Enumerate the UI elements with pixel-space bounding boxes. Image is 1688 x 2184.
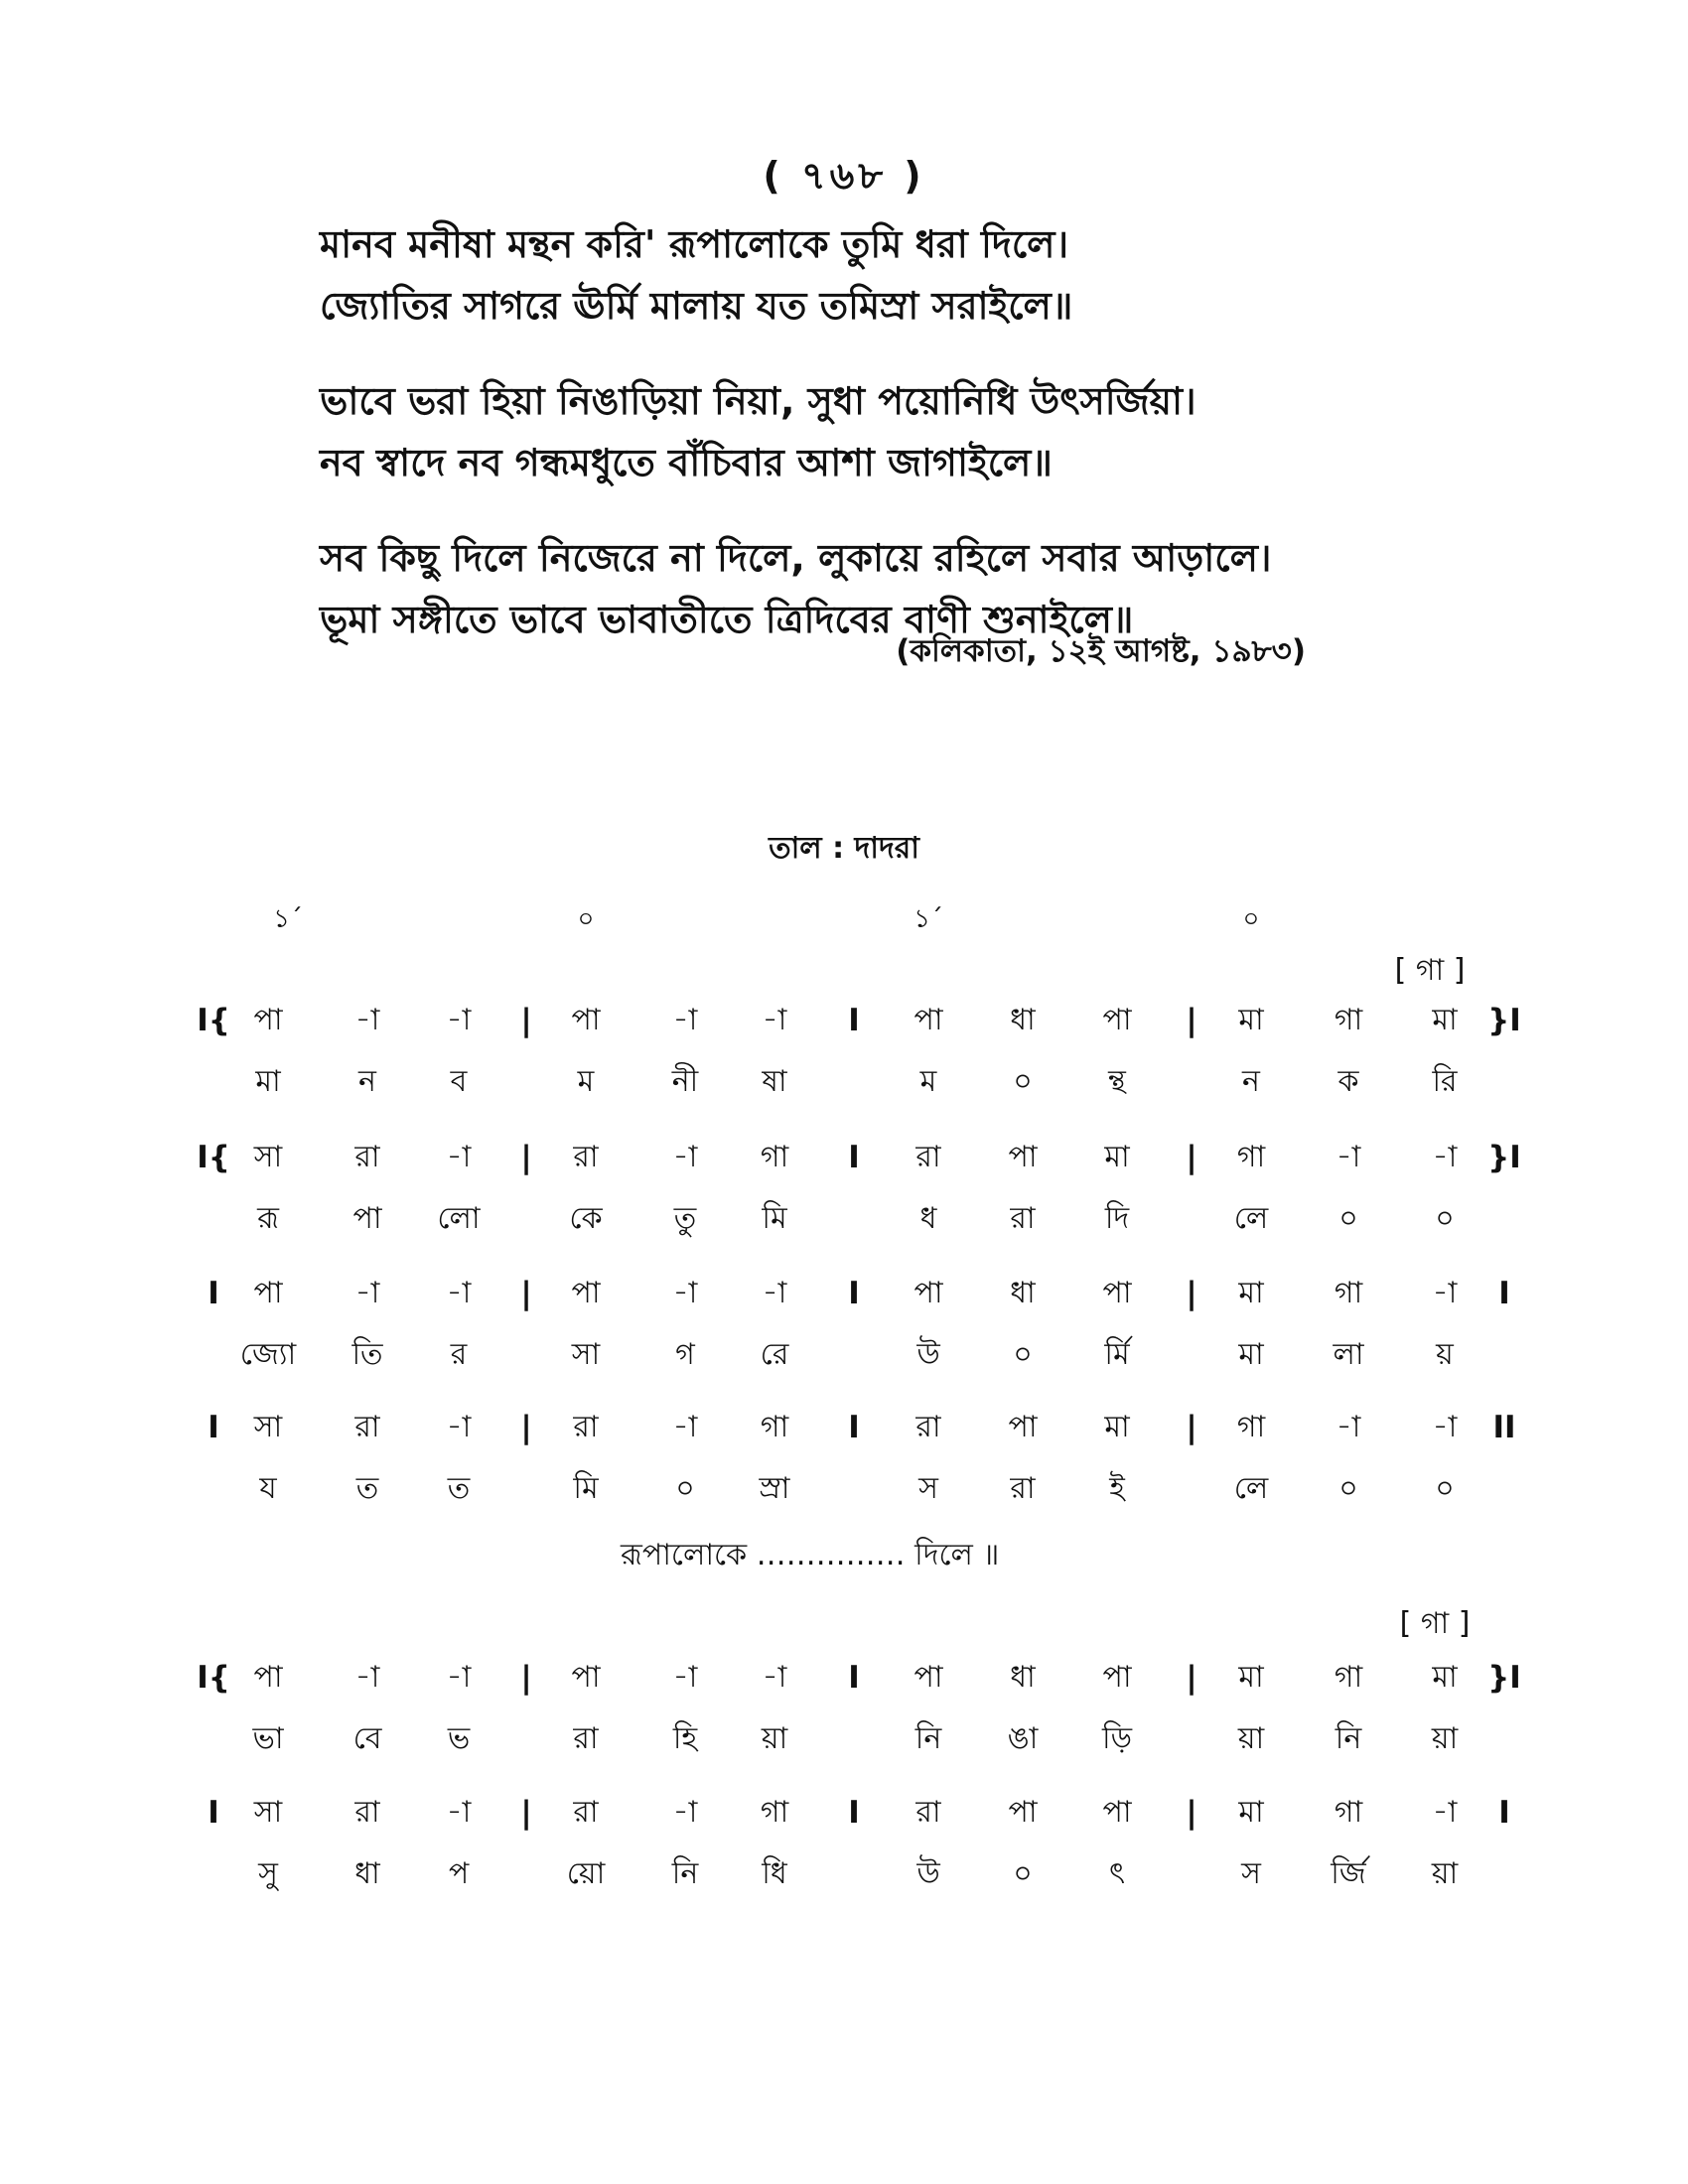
bar-line: | [520,1140,532,1175]
lyric-syllable: য [259,1471,277,1506]
note: -া [446,1276,472,1310]
lyric-syllable: নী [671,1064,699,1099]
lyric-syllable: দি [1104,1201,1130,1236]
lyric-syllable: বে [352,1721,382,1756]
lyric-syllable: সা [571,1337,601,1372]
note: রা [573,1140,599,1174]
note: পা [914,1276,943,1310]
bar-line: | [1186,1140,1197,1175]
lyric-syllable: নি [671,1856,699,1891]
beat-marker: ০ [577,904,595,934]
bar-line: | [1186,1276,1197,1311]
bar-line: | [520,1410,532,1445]
bar-close: }I [1487,1660,1521,1696]
note: পা [571,1003,601,1037]
bar-line: | [520,1795,532,1831]
lyric-syllable: য়ো [566,1856,606,1891]
note: -া [672,1410,698,1444]
note: -া [1432,1795,1458,1830]
bar-line: | [1186,1660,1197,1696]
poem-line: ভাবে ভরা হিয়া নিঙাড়িয়া নিয়া, সুধা পয়োনিধি উৎসর্জিয়া। [320,379,1196,423]
note: -া [446,1660,472,1695]
bar-line: | [520,1003,532,1038]
note: -া [446,1140,472,1174]
lyric-syllable: ন্থ [1108,1064,1126,1099]
lyric-syllable: ৎ [1108,1856,1126,1891]
lyric-syllable: রা [1010,1471,1036,1506]
bar-open: I{ [197,1140,230,1175]
lyric-syllable: ভা [252,1721,284,1756]
beat-marker: ১´ [914,904,943,934]
lyric-syllable: ০ [1338,1201,1358,1236]
note: -া [1336,1140,1361,1174]
note: রা [354,1795,380,1830]
lyric-syllable: ভ [447,1721,471,1756]
note: রা [915,1795,941,1830]
lyric-syllable: য়া [1237,1721,1265,1756]
bar-line: I [848,1276,860,1311]
lyric-syllable: স [1241,1856,1261,1891]
bar-close: }I [1487,1140,1521,1175]
note: মা [1432,1003,1458,1037]
lyric-syllable: ম [577,1064,595,1099]
note: গা [1334,1660,1363,1695]
bar-line: | [1186,1795,1197,1831]
bar-line: I [848,1003,860,1038]
note: রা [915,1140,941,1174]
bar-line: | [1186,1003,1197,1038]
lyric-syllable: কে [569,1201,603,1236]
note: -া [354,1276,380,1310]
lyric-syllable: ব [450,1064,468,1099]
note: পা [1102,1660,1132,1695]
lyric-syllable: ০ [1013,1337,1033,1372]
lyric-syllable: স [918,1471,938,1506]
note: রা [573,1410,599,1444]
poem-line: ভূমা সঙ্গীতে ভাবে ভাবাতীতে ত্রিদিবের বাণী শুনাইলে॥ [320,598,1134,641]
lyric-syllable: উ [916,1856,940,1891]
note: পা [1102,1276,1132,1310]
note: গা [760,1410,789,1444]
note: মা [1104,1410,1130,1444]
poem-line: সব কিছু দিলে নিজেরে না দিলে, লুকায়ে রহিলে সবার আড়ালে। [320,536,1272,580]
lyric-syllable: মি [762,1201,787,1236]
note: গা [760,1795,789,1830]
bar-close: II [1492,1410,1516,1445]
lyric-syllable: হি [672,1721,698,1756]
bar-open: I{ [197,1660,230,1696]
bar-open: I [208,1795,219,1831]
bar-open: I [208,1276,219,1311]
note: -া [1432,1276,1458,1310]
lyric-syllable: ধা [354,1856,380,1891]
place-date: (কলিকাতা, ১২ই আগষ্ট, ১৯৮৩) [896,633,1306,669]
note: ধা [1010,1003,1036,1037]
note: মা [1238,1660,1264,1695]
note: পা [253,1276,283,1310]
note: রা [573,1795,599,1830]
bar-line: I [848,1795,860,1831]
note: -া [672,1276,698,1310]
lyric-syllable: ড়ি [1101,1721,1133,1756]
lyric-syllable: লা [1333,1337,1364,1372]
lyric-syllable: য়া [761,1721,788,1756]
bar-line: I [848,1660,860,1696]
poem-line: নব স্বাদে নব গন্ধমধুতে বাঁচিবার আশা জাগাইলে॥ [320,441,1053,484]
note: -া [672,1795,698,1830]
lyric-syllable: মা [1238,1337,1264,1372]
note: পা [253,1003,283,1037]
lyric-syllable: য় [1436,1337,1454,1372]
bar-open: I [208,1410,219,1445]
tala-label: তাল : দাদরা [769,831,919,866]
note: -া [1432,1140,1458,1174]
lyric-syllable: ০ [1013,1064,1033,1099]
note: -া [762,1003,787,1037]
note: গা [1236,1140,1266,1174]
lyric-syllable: ০ [675,1471,695,1506]
lyric-syllable: স্রা [759,1471,790,1506]
lyric-syllable: ধি [762,1856,787,1891]
lyric-syllable: মি [573,1471,599,1506]
poem [320,213,1432,684]
lyric-syllable: রা [573,1721,599,1756]
lyric-syllable: ক [1337,1064,1359,1099]
note: রা [915,1410,941,1444]
note: সা [253,1410,283,1444]
note: মা [1238,1276,1264,1310]
ga-bracket: [ গা ] [1399,1606,1471,1641]
note: গা [1334,1276,1363,1310]
lyric-syllable: য়া [1431,1856,1459,1891]
lyric-syllable: র [450,1337,468,1372]
lyric-syllable: পা [352,1201,382,1236]
note: -া [446,1003,472,1037]
lyric-syllable: লে [1233,1471,1269,1506]
lyric-syllable: ত [447,1471,471,1506]
beat-marker: ১´ [273,904,303,934]
note: পা [253,1660,283,1695]
lyric-syllable: ই [1109,1471,1125,1506]
page-number: ( ৭৬৮ ) [763,154,925,198]
note: পা [914,1660,943,1695]
lyric-syllable: তি [352,1337,383,1372]
lyric-syllable: ঙা [1007,1721,1039,1756]
lyric-syllable: ০ [1435,1201,1455,1236]
note: -া [672,1003,698,1037]
lyric-syllable: মা [255,1064,281,1099]
note: মা [1104,1140,1130,1174]
ga-bracket: [ গা ] [1394,953,1466,988]
lyric-syllable: র্মি [1104,1337,1130,1372]
note: পা [1008,1410,1038,1444]
note: গা [760,1140,789,1174]
lyric-syllable: লে [1233,1201,1269,1236]
bar-close: I [1498,1276,1510,1311]
lyric-syllable: প [448,1856,470,1891]
bar-close: }I [1487,1003,1521,1038]
bar-line: | [1186,1410,1197,1445]
note: -া [762,1660,787,1695]
beat-marker: ০ [1242,904,1260,934]
poem-line: মানব মনীষা মন্থন করি' রূপালোকে তুমি ধরা দিলে। [320,222,1069,266]
note: পা [571,1660,601,1695]
lyric-syllable: তু [673,1201,697,1236]
lyric-syllable: ০ [1013,1856,1033,1891]
lyric-syllable: ত [355,1471,379,1506]
note: -া [354,1660,380,1695]
lyric-syllable: উ [916,1337,940,1372]
note: পা [1008,1795,1038,1830]
lyric-syllable: গ [675,1337,695,1372]
poem-line: জ্যোতির সাগরে ঊর্মি মালায় যত তমিস্রা সরাইলে॥ [320,284,1073,328]
note: পা [571,1276,601,1310]
note: ধা [1010,1276,1036,1310]
note: সা [253,1140,283,1174]
note: ধা [1010,1660,1036,1695]
lyric-syllable: ০ [1435,1471,1455,1506]
lyric-syllable: জ্যো [239,1337,297,1372]
note: রা [354,1410,380,1444]
note: -া [672,1140,698,1174]
lyric-syllable: রা [1010,1201,1036,1236]
bar-line: | [520,1276,532,1311]
lyric-syllable: ধ [919,1201,937,1236]
lyric-syllable: রে [760,1337,789,1372]
reminder-line: রূপালোকে …………… দিলে ॥ [621,1538,1000,1572]
note: -া [446,1410,472,1444]
lyric-syllable: নি [914,1721,942,1756]
stanza [320,213,1432,337]
note: রা [354,1140,380,1174]
note: পা [1008,1140,1038,1174]
lyric-syllable: রূ [257,1201,279,1236]
note: মা [1238,1795,1264,1830]
lyric-syllable: ন [1242,1064,1260,1099]
lyric-syllable: রি [1432,1064,1458,1099]
note: গা [1236,1410,1266,1444]
bar-line: I [848,1140,860,1175]
note: -া [672,1660,698,1695]
note: -া [446,1795,472,1830]
lyric-syllable: লো [437,1201,481,1236]
note: গা [1334,1795,1363,1830]
note: গা [1334,1003,1363,1037]
bar-close: I [1498,1795,1510,1831]
note: -া [354,1003,380,1037]
lyric-syllable: র্জি [1331,1856,1366,1891]
lyric-syllable: ০ [1338,1471,1358,1506]
note: পা [1102,1795,1132,1830]
bar-line: I [848,1410,860,1445]
note: মা [1432,1660,1458,1695]
lyric-syllable: সু [258,1856,278,1891]
stanza [320,370,1432,493]
note: -া [1336,1410,1361,1444]
lyric-syllable: ন [358,1064,376,1099]
lyric-syllable: য়া [1431,1721,1459,1756]
lyric-syllable: ষা [762,1064,787,1099]
note: সা [253,1795,283,1830]
note: -া [762,1276,787,1310]
note: পা [914,1003,943,1037]
bar-line: | [520,1660,532,1696]
note: মা [1238,1003,1264,1037]
bar-open: I{ [197,1003,230,1038]
lyric-syllable: নি [1335,1721,1362,1756]
note: পা [1102,1003,1132,1037]
lyric-syllable: ম [919,1064,937,1099]
note: -া [1432,1410,1458,1444]
